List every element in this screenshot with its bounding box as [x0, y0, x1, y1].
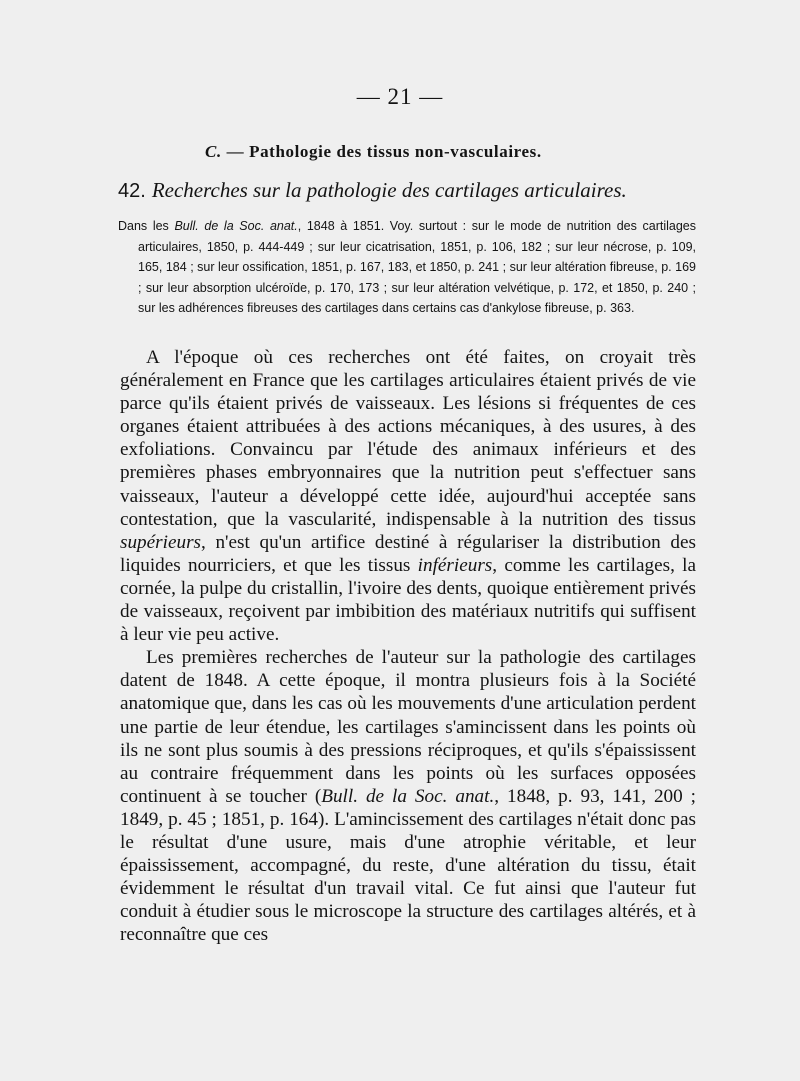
emphasis-inferieurs: inférieurs: [417, 554, 493, 576]
references-journal: Bull. de la Soc. anat.: [174, 219, 298, 233]
section-heading: [205, 142, 665, 162]
paragraph-1-part-c: , comme les cartilages, la cornée, la pulpe du cristallin, l'ivoire des dents, quoique entièrement privés de vaisseaux, reçoivent par imbibition des matériaux nutritifs qui suffisent à leur vie peu active.: [120, 554, 696, 646]
paragraph-2-part-b: , 1848, p. 93, 141, 200 ; 1849, p. 45 ; 1851, p. 164). L'amincissement des cartilages n'était donc pas le résultat d'une usure, mais d'une atrophie véritable, et leur épaississement, accompagné, du reste, d'une altération du tissu, était évidemment le résultat d'un travail vital. Ce fut ainsi que l'auteur fut conduit à étudier sous le microscope la structure des cartilages altérés, et à reconnaître que ces: [120, 785, 697, 946]
references-text: , 1848 à 1851. Voy. surtout : sur le mode de nutrition des cartilages articulaires, 1850, p. 444-449 ; sur leur cicatrisation, 1851, p. 106, 182 ; sur leur nécrose, p. 109, 165, 184 ; sur leur ossification, 1851, p. 167, 183, et 1850, p. 241 ; sur leur altération fibreuse, p. 169 ; sur leur absorption ulcéroïde, p. 170, 173 ; sur leur altération velvétique, p. 172, et 1850, p. 240 ; sur les adhérences fibreuses des cartilages dans certains cas d'ankylose fibreuse, p. 363.: [138, 219, 696, 316]
entry-heading: [118, 178, 738, 203]
emphasis-superieurs: supérieurs: [120, 531, 202, 553]
paragraph-1: [120, 346, 696, 646]
entry-title: Recherches sur la pathologie des cartilages articulaires.: [151, 178, 627, 202]
section-letter: C.: [205, 142, 222, 161]
paragraph-2: [120, 646, 696, 946]
paragraph-2-journal: Bull. de la Soc. anat.: [321, 785, 495, 807]
paragraph-1-part-b: , n'est qu'un artifice destiné à régulariser la distribution des liquides nourriciers, et que les tissus: [120, 531, 696, 576]
paragraph-2-part-a: Les premières recherches de l'auteur sur la pathologie des cartilages datent de 1848. A cette époque, il montra plusieurs fois à la Société anatomique que, dans les cas où les mouvements d'une articulation perdent une partie de leur étendue, les cartilages s'amincissent dans les points où ils ne sont plus soumis à des pressions réciproques, et qu'ils s'épaississent au contraire fréquemment dans les points où les surfaces opposées continuent à se toucher (: [120, 647, 696, 807]
paragraph-1-part-a: A l'époque où ces recherches ont été faites, on croyait très généralement en France que les cartilages articulaires étaient privés de vie parce qu'ils étaient privés de vaisseaux. Les lésions si fréquentes de ces organes étaient attribuées à des actions mécaniques, à des usures, à des exfoliations. Convaincu par l'étude des animaux inférieurs et des premières phases embryonnaires que la nutrition peut s'effectuer sans vaisseaux, l'auteur a développé cette idée, aujourd'hui acceptée sans contestation, que la vascularité, indispensable à la nutrition des tissus: [120, 347, 696, 530]
references-lead: Dans les: [118, 219, 175, 233]
body-text: [120, 346, 696, 946]
references-block: [118, 216, 696, 319]
section-title: — Pathologie des tissus non-vasculaires.: [221, 142, 542, 161]
references-paragraph: [118, 216, 696, 319]
entry-number: 42.: [118, 180, 146, 202]
page-number: — 21 —: [356, 84, 444, 109]
